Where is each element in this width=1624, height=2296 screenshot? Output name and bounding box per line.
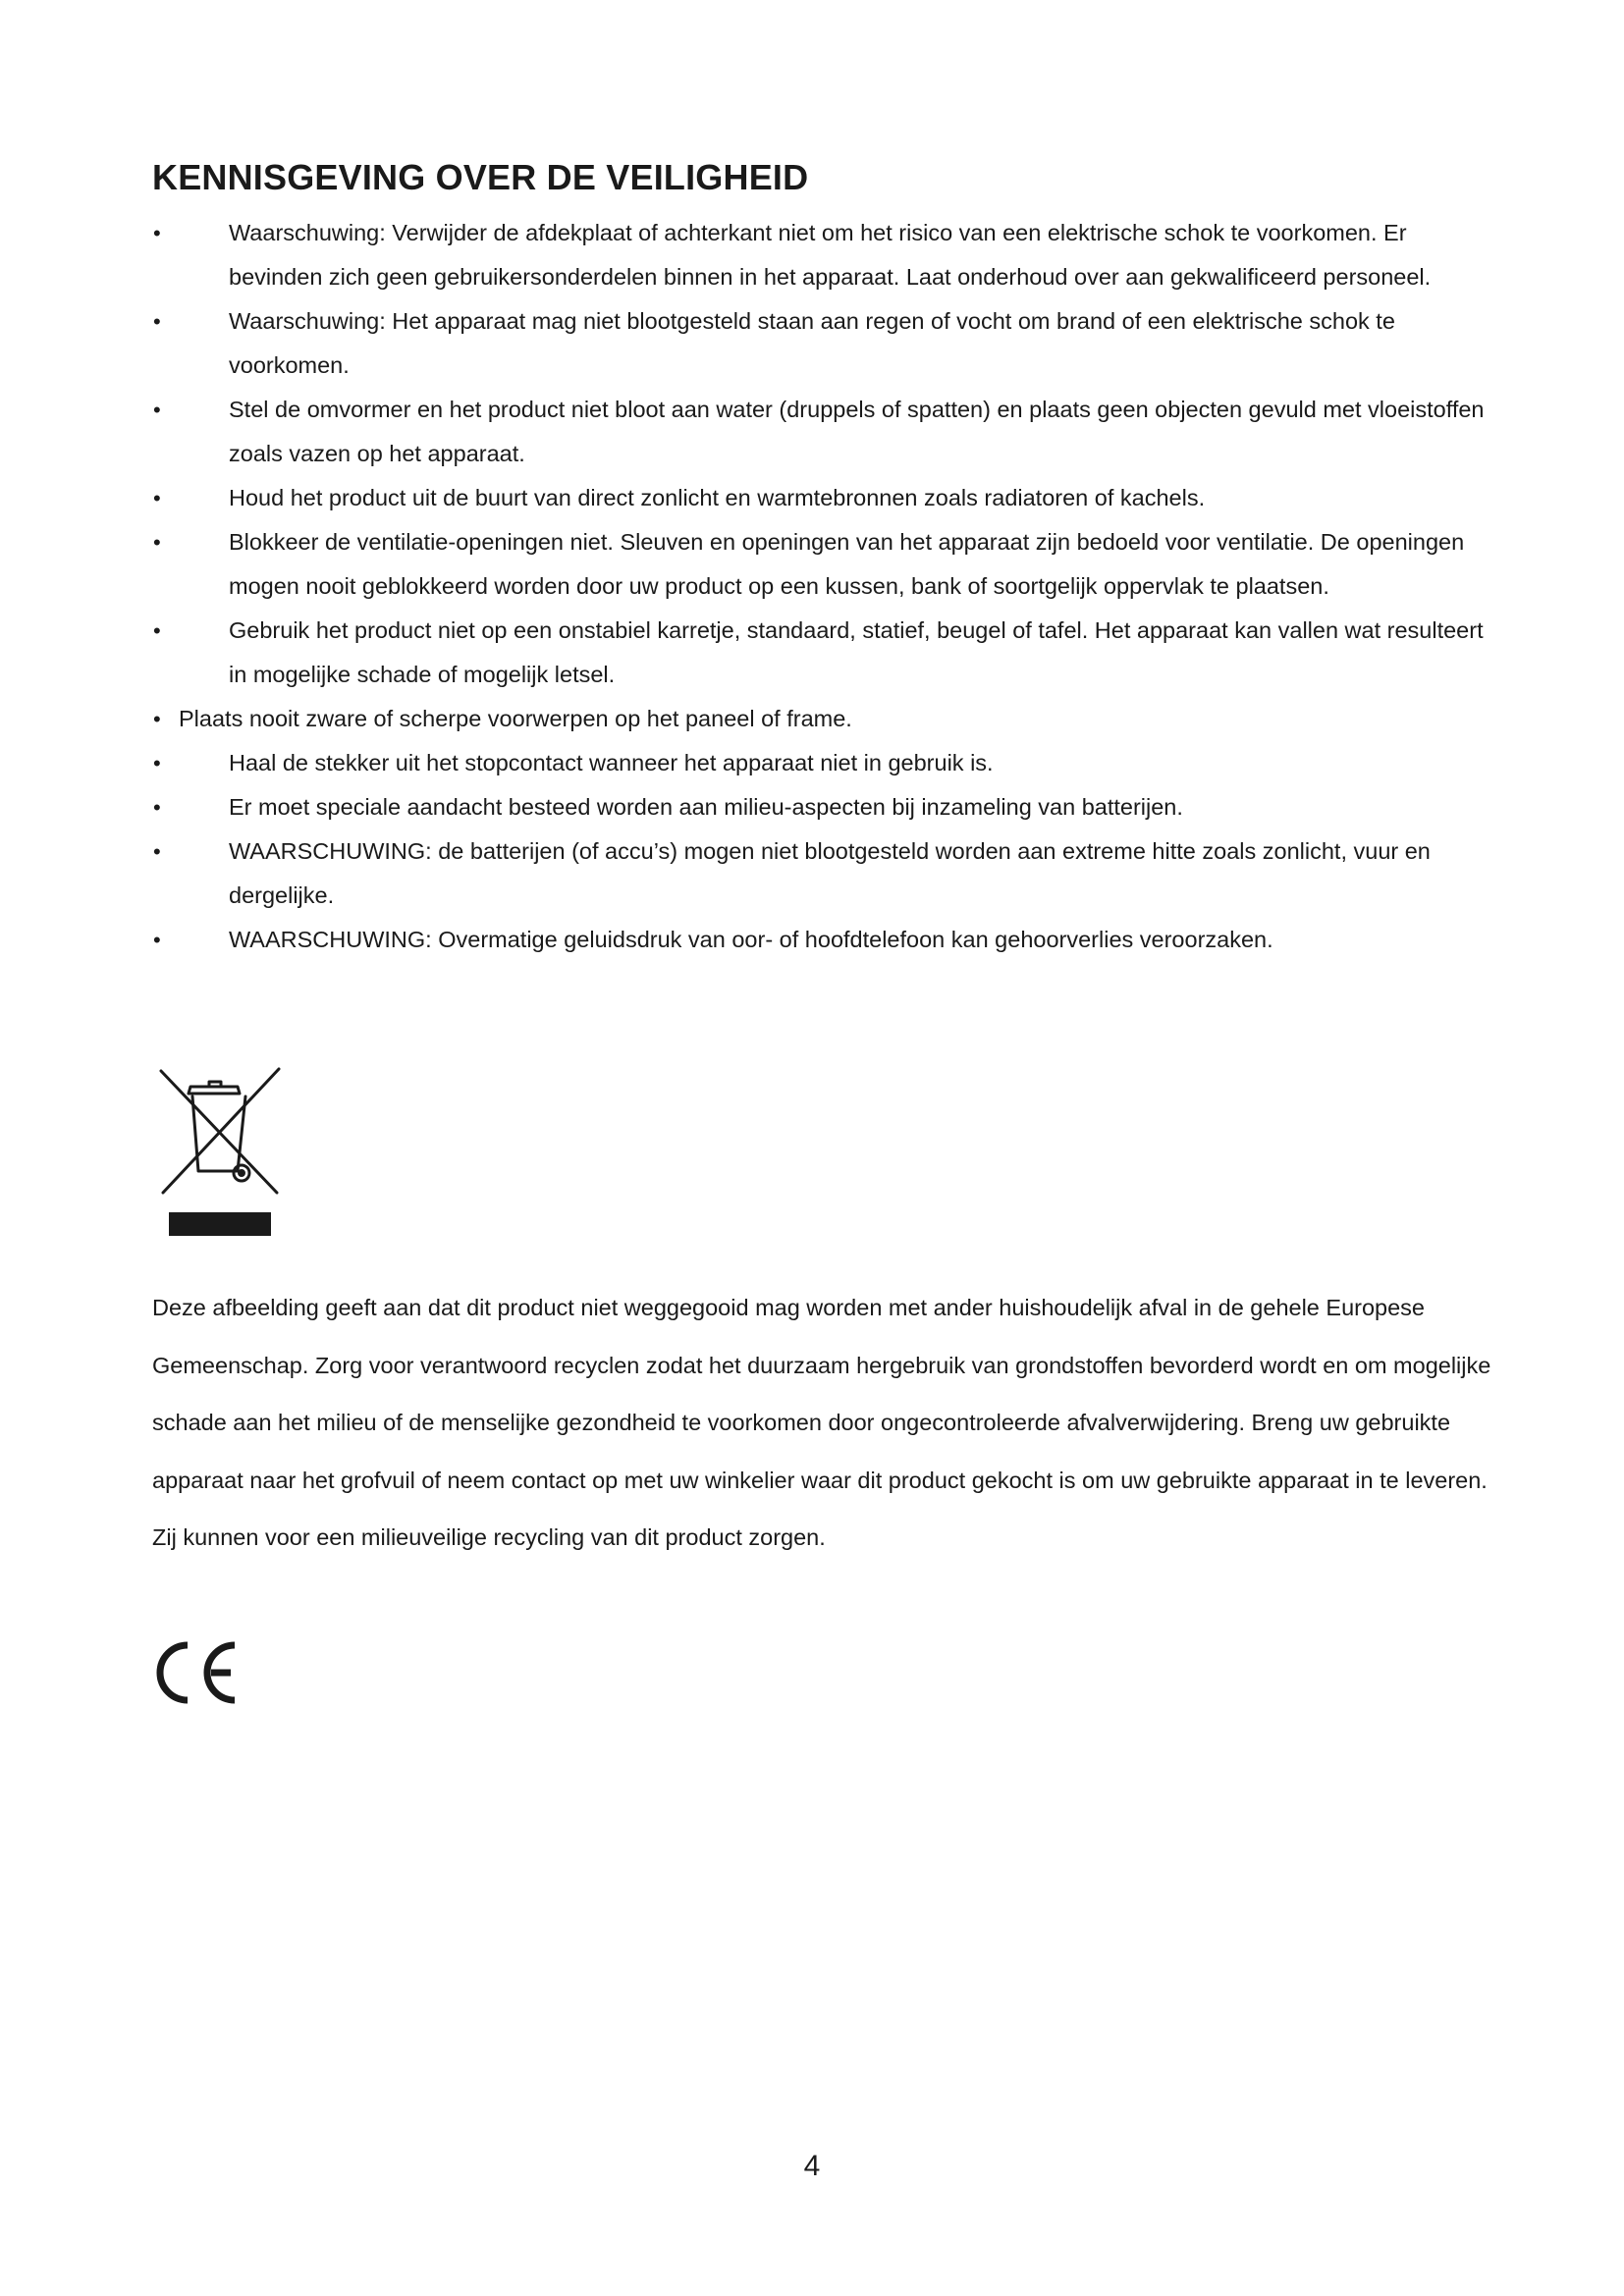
list-item	[152, 476, 1497, 520]
list-item-text: WAARSCHUWING: de batterijen (of accu’s) mogen niet blootgesteld worden aan extreme hitte zoals zonlicht, vuur en dergelijke.	[229, 838, 1431, 908]
list-item-text: Stel de omvormer en het product niet bloot aan water (druppels of spatten) en plaats geen objecten gevuld met vloeistoffen zoals vazen op het apparaat.	[229, 397, 1485, 466]
ce-mark-icon	[152, 1639, 243, 1706]
bullet: •	[153, 751, 161, 775]
list-item-text: Haal de stekker uit het stopcontact wanneer het apparaat niet in gebruik is.	[229, 750, 994, 775]
bullet: •	[153, 309, 161, 334]
bullet: •	[153, 486, 161, 510]
list-item	[152, 211, 1497, 299]
list-item	[152, 299, 1497, 388]
list-item	[152, 918, 1497, 962]
list-item	[152, 697, 1497, 741]
safety-warnings-list	[152, 211, 1497, 962]
list-item-text: WAARSCHUWING: Overmatige geluidsdruk van oor- of hoofdtelefoon kan gehoorverlies veroorzaken.	[229, 927, 1273, 952]
bullet: •	[153, 839, 161, 864]
list-item-text: Waarschuwing: Het apparaat mag niet blootgesteld staan aan regen of vocht om brand of een elektrische schok te voorkomen.	[229, 308, 1395, 378]
list-item-text: Er moet speciale aandacht besteed worden aan milieu-aspecten bij inzameling van batterijen.	[229, 794, 1183, 820]
list-item-text: Blokkeer de ventilatie-openingen niet. Sleuven en openingen van het apparaat zijn bedoeld voor ventilatie. De openingen mogen nooit geblokkeerd worden door uw product op een kussen, bank of soortgelijk oppervlak te plaatsen.	[229, 529, 1465, 599]
bullet: •	[153, 221, 161, 245]
list-item	[152, 520, 1497, 609]
list-item-text: Houd het product uit de buurt van direct zonlicht en warmtebronnen zoals radiatoren of kachels.	[229, 485, 1206, 510]
page-title: KENNISGEVING OVER DE VEILIGHEID	[152, 157, 809, 197]
recycling-paragraph: Deze afbeelding geeft aan dat dit product niet weggegooid mag worden met ander huishoudelijk afval in de gehele Europese Gemeenschap. Zorg voor verantwoord recyclen zodat het duurzaam hergebruik van grondstoffen bevorderd wordt en om mogelijke schade aan het milieu of de menselijke gezondheid te voorkomen door ongecontroleerde afvalverwijdering. Breng uw gebruikte apparaat naar het grofvuil of neem contact op met uw winkelier waar dit product gekocht is om uw gebruikte apparaat in te leveren. Zij kunnen voor een milieuveilige recycling van dit product zorgen.	[152, 1295, 1491, 1550]
list-item-text: Gebruik het product niet op een onstabiel karretje, standaard, statief, beugel of tafel. Het apparaat kan vallen wat resulteert in mogelijke schade of mogelijk letsel.	[229, 617, 1484, 687]
bullet: •	[153, 707, 161, 731]
list-item	[152, 741, 1497, 785]
crossed-out-wheelie-bin-icon	[155, 1063, 285, 1250]
list-item	[152, 609, 1497, 697]
page-number: 4	[803, 2150, 821, 2182]
bullet: •	[153, 398, 161, 422]
bullet: •	[153, 928, 161, 952]
list-item	[152, 388, 1497, 476]
list-item-text: Waarschuwing: Verwijder de afdekplaat of achterkant niet om het risico van een elektrische schok te voorkomen. Er bevinden zich geen gebruikersonderdelen binnen in het apparaat. Laat onderhoud over aan gekwalificeerd personeel.	[229, 220, 1432, 290]
bullet: •	[153, 795, 161, 820]
list-item	[152, 829, 1497, 918]
list-item	[152, 785, 1497, 829]
bullet: •	[153, 530, 161, 555]
list-item-text: Plaats nooit zware of scherpe voorwerpen op het paneel of frame.	[179, 706, 852, 731]
bullet: •	[153, 618, 161, 643]
